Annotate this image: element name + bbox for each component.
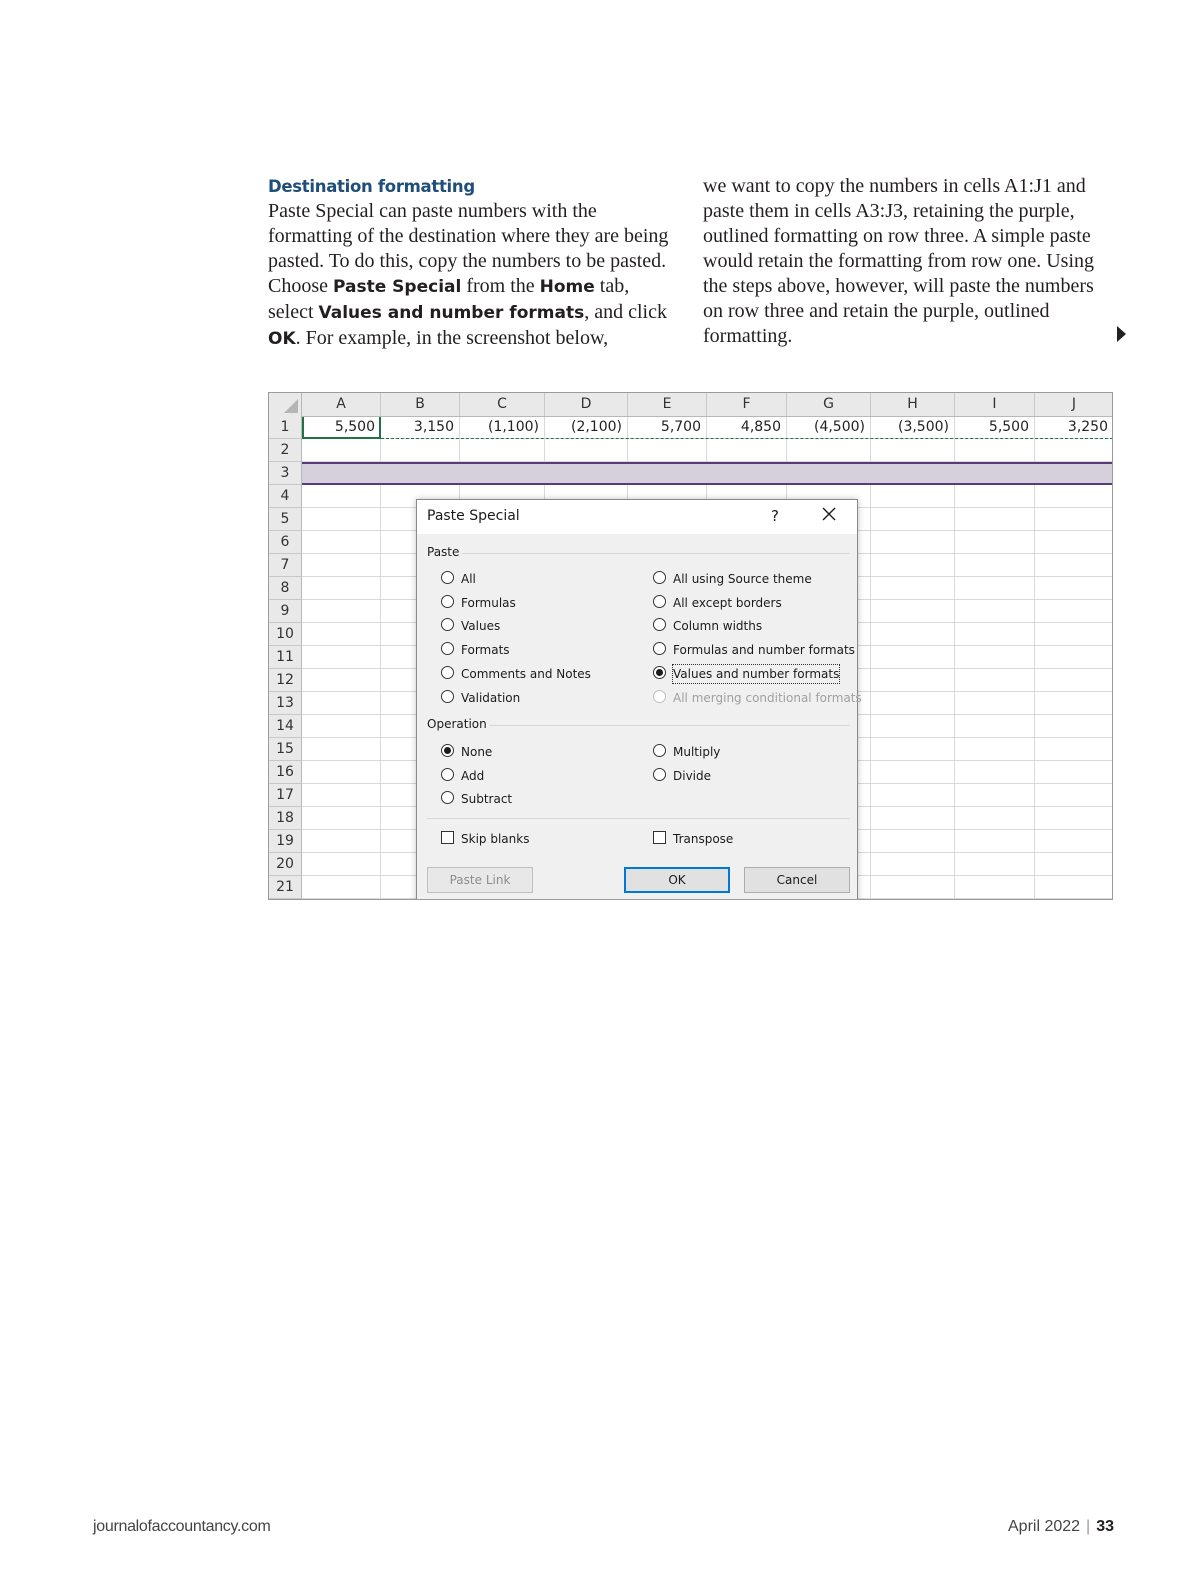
gridline (870, 416, 871, 900)
radio-icon[interactable] (653, 642, 666, 655)
option-label: Subtract (461, 792, 513, 807)
radio-icon[interactable] (653, 595, 666, 608)
row-header[interactable]: 12 (269, 669, 302, 692)
row-header[interactable]: 16 (269, 761, 302, 784)
footer-separator: | (1086, 1518, 1091, 1535)
radio-icon[interactable] (441, 791, 454, 804)
paste-special-dialog (416, 499, 862, 900)
radio-icon[interactable] (441, 618, 454, 631)
row-header[interactable]: 5 (269, 508, 302, 531)
option-label: Values and number formats (673, 666, 840, 681)
option-label: Formulas and number formats (673, 643, 855, 658)
row-header[interactable]: 3 (269, 462, 302, 485)
row-header[interactable]: 2 (269, 439, 302, 462)
option-label: Values (461, 619, 501, 634)
footer-site: journalofaccountancy.com (93, 1518, 271, 1535)
bold-term-home: Home (539, 277, 595, 297)
column-header-h[interactable]: H (871, 393, 955, 416)
dialog-title: Paste Special (427, 508, 520, 524)
radio-icon[interactable] (441, 571, 454, 584)
row-header[interactable]: 21 (269, 876, 302, 899)
row-header[interactable]: 6 (269, 531, 302, 554)
column-headers (269, 393, 1113, 417)
ok-button[interactable]: OK (624, 867, 730, 893)
row-header[interactable]: 20 (269, 853, 302, 876)
column-header-e[interactable]: E (628, 393, 707, 416)
gridline (380, 416, 381, 900)
row-3-formatted-band (302, 462, 1113, 485)
group-divider (489, 725, 850, 726)
row-header[interactable]: 11 (269, 646, 302, 669)
cell-g1[interactable]: (4,500) (813, 419, 865, 435)
checkbox-box[interactable] (653, 831, 666, 844)
bold-term-paste-special: Paste Special (333, 277, 462, 297)
radio-icon[interactable] (441, 768, 454, 781)
row-header[interactable]: 19 (269, 830, 302, 853)
cell-d1[interactable]: (2,100) (570, 419, 622, 435)
close-icon[interactable] (821, 506, 837, 522)
option-label: Formats (461, 643, 510, 658)
paste-group-label: Paste (427, 545, 460, 559)
option-label: Column widths (673, 619, 763, 634)
radio-icon (653, 690, 666, 703)
option-label: None (461, 745, 493, 759)
option-label: Validation (461, 690, 521, 705)
row-header[interactable]: 8 (269, 577, 302, 600)
bold-term-values-number-formats: Values and number formats (318, 303, 585, 323)
radio-icon[interactable] (653, 768, 666, 781)
spreadsheet (268, 392, 1113, 900)
cell-c1[interactable]: (1,100) (487, 419, 539, 435)
cell-a1[interactable]: 5,500 (334, 419, 375, 435)
option-label: Multiply (673, 745, 721, 759)
column-header-j[interactable]: J (1035, 393, 1113, 416)
bold-term-ok: OK (268, 329, 296, 349)
dialog-titlebar (417, 500, 857, 534)
gridline (954, 416, 955, 900)
text-run: tab, select (268, 275, 630, 323)
cell-i1[interactable]: 5,500 (988, 419, 1029, 435)
text-run: . For example, in the screenshot below, (295, 327, 609, 349)
row-header[interactable]: 15 (269, 738, 302, 761)
column-header-g[interactable]: G (787, 393, 871, 416)
footer-issue (1008, 1518, 1114, 1536)
option-label: Comments and Notes (461, 666, 591, 681)
radio-icon[interactable] (653, 744, 666, 757)
column-header-d[interactable]: D (545, 393, 628, 416)
option-label: All (461, 572, 476, 586)
option-label: Add (461, 768, 485, 783)
paragraph-left (268, 199, 678, 352)
continue-arrow-icon (1117, 326, 1126, 342)
cell-h1[interactable]: (3,500) (897, 419, 949, 435)
option-label: All using Source theme (673, 572, 812, 586)
article-column-right (703, 174, 1118, 349)
row-header[interactable]: 18 (269, 807, 302, 830)
operation-group-label: Operation (427, 717, 487, 731)
copy-marquee (381, 416, 1113, 439)
radio-icon[interactable] (653, 618, 666, 631)
row-header[interactable]: 4 (269, 485, 302, 508)
row-header[interactable]: 1 (269, 416, 302, 439)
article-column-left (268, 174, 678, 352)
select-all-triangle-icon (284, 399, 298, 413)
page-number: 33 (1096, 1518, 1114, 1535)
cell-f1[interactable]: 4,850 (740, 419, 781, 435)
row-header[interactable]: 14 (269, 715, 302, 738)
paragraph-right: we want to copy the numbers in cells A1:J1 and paste them in cells A3:J3, retaining the purple, outlined formatting on row three. A simple paste would retain the formatting from row one. Using the steps above, however, will paste the numbers on row three and retain the purple, outlined formatting. (703, 175, 1095, 347)
checkbox-box[interactable] (441, 831, 454, 844)
gridline (1034, 416, 1035, 900)
radio-selected-icon[interactable] (441, 744, 454, 757)
row-header[interactable]: 17 (269, 784, 302, 807)
active-cell-selection[interactable] (302, 415, 381, 439)
radio-icon[interactable] (441, 595, 454, 608)
group-divider (462, 553, 850, 554)
radio-icon[interactable] (653, 571, 666, 584)
radio-icon[interactable] (441, 666, 454, 679)
help-button[interactable]: ? (771, 507, 779, 525)
row-header[interactable]: 9 (269, 600, 302, 623)
column-header-i[interactable]: I (955, 393, 1035, 416)
transpose-label: Transpose (673, 832, 734, 846)
cell-j1[interactable]: 3,250 (1067, 419, 1108, 435)
cell-e1[interactable]: 5,700 (660, 419, 701, 435)
option-label: Divide (673, 768, 712, 783)
text-run: from the (461, 275, 540, 297)
issue-date: April 2022 (1008, 1518, 1081, 1535)
option-label: All except borders (673, 595, 782, 610)
column-header-b[interactable]: B (381, 393, 460, 416)
select-all-corner[interactable] (269, 393, 302, 416)
group-divider (427, 818, 850, 819)
radio-icon[interactable] (441, 642, 454, 655)
row-header[interactable]: 7 (269, 554, 302, 577)
paste-link-button[interactable]: Paste Link (427, 867, 533, 893)
cell-b1[interactable]: 3,150 (413, 419, 454, 435)
column-header-f[interactable]: F (707, 393, 787, 416)
row-header[interactable]: 13 (269, 692, 302, 715)
option-label: Formulas (461, 595, 516, 610)
option-label: All merging conditional formats (673, 690, 862, 705)
text-run: Paste Special can paste numbers with the formatting of the destination where they are being pasted. To do this, copy the numbers to be pasted. Choose (268, 200, 669, 297)
skip-blanks-label: Skip blanks (461, 832, 530, 846)
column-header-a[interactable]: A (302, 393, 381, 416)
cancel-button[interactable]: Cancel (744, 867, 850, 893)
section-heading: Destination formatting (268, 177, 475, 196)
radio-selected-icon[interactable] (653, 666, 666, 679)
text-run: , and click (584, 301, 667, 323)
row-header[interactable]: 10 (269, 623, 302, 646)
radio-icon[interactable] (441, 690, 454, 703)
column-header-c[interactable]: C (460, 393, 545, 416)
